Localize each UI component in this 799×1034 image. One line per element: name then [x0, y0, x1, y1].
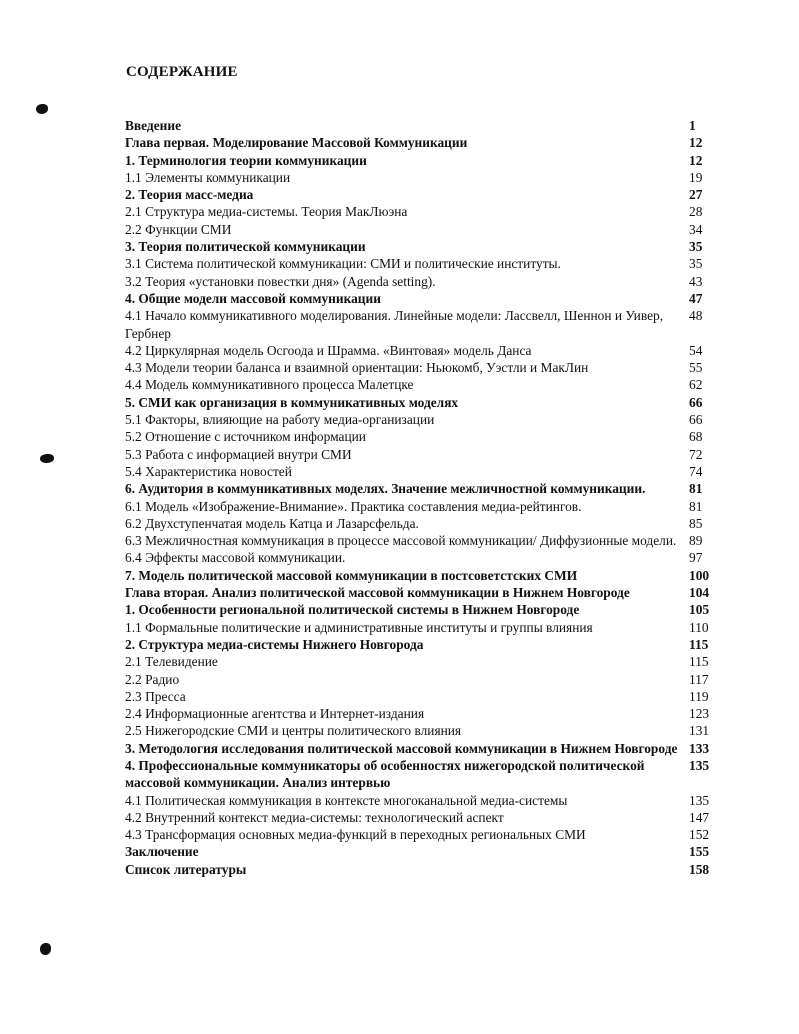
toc-entry-title: 4.2 Внутренний контекст медиа-системы: технологический аспект: [125, 809, 504, 825]
toc-entry-title: 3.1 Система политической коммуникации: СМИ и политические институты.: [125, 256, 561, 272]
toc-entry-page: 117: [689, 671, 709, 687]
toc-entry: [125, 307, 715, 342]
toc-entry: [125, 186, 715, 203]
toc-entry-page: 105: [689, 602, 710, 618]
toc-entry-title: Глава вторая. Анализ политической массовой коммуникации в Нижнем Новгороде: [125, 585, 630, 601]
toc-entry-title: Заключение: [125, 844, 199, 860]
toc-entry: [125, 601, 715, 618]
toc-entry-title: 4.3 Модели теории баланса и взаимной ориентации: Ньюкомб, Уэстли и МакЛин: [125, 360, 589, 376]
toc-entry-page: 158: [689, 861, 710, 877]
toc-entry-title: 4. Профессиональные коммуникаторы об особенностях нижегородской политической массовой коммуникации. Анализ интервью: [125, 757, 645, 791]
toc-entry: [125, 446, 715, 463]
toc-entry: [125, 255, 715, 272]
toc-entry: [125, 411, 715, 428]
toc-entry: [125, 705, 715, 722]
toc-entry-title: 4.1 Политическая коммуникация в контексте многоканальной медиа-системы: [125, 792, 568, 808]
toc-entry-title: 1. Терминология теории коммуникации: [125, 152, 367, 168]
toc-entry: [125, 584, 715, 601]
toc-entry-page: 28: [689, 204, 703, 220]
toc-entry-page: 131: [689, 723, 710, 739]
toc-entry-title: 5.4 Характеристика новостей: [125, 463, 292, 479]
toc-entry-title: 2.3 Пресса: [125, 688, 186, 704]
toc-entry-title: 3. Методология исследования политической массовой коммуникации в Нижнем Новгороде: [125, 740, 678, 756]
toc-entry: [125, 826, 715, 843]
toc-entry-page: 35: [689, 239, 703, 255]
toc-entry-title: 2.2 Функции СМИ: [125, 221, 232, 237]
page-title: СОДЕРЖАНИЕ: [126, 64, 238, 80]
scan-hole-mark-bottom: [40, 943, 51, 955]
toc-entry-title: 2. Структура медиа-системы Нижнего Новгорода: [125, 636, 424, 652]
toc-entry: [125, 636, 715, 653]
toc-entry: [125, 498, 715, 515]
toc-entry-page: 12: [689, 152, 703, 168]
toc-entry-title: 5.3 Работа с информацией внутри СМИ: [125, 446, 352, 462]
toc-entry: [125, 688, 715, 705]
toc-entry: [125, 532, 715, 549]
toc-entry-page: 104: [689, 585, 710, 601]
toc-entry: [125, 740, 715, 757]
toc-entry: [125, 619, 715, 636]
toc-entry-page: 27: [689, 187, 703, 203]
toc-entry: [125, 290, 715, 307]
toc-entry-title: 4.1 Начало коммуникативного моделирования. Линейные модели: Лассвелл, Шеннон и Уивер, Гербнер: [125, 308, 664, 341]
toc-entry: [125, 238, 715, 255]
toc-entry: [125, 342, 715, 359]
toc-entry-page: 135: [689, 757, 710, 773]
toc-entry: [125, 428, 715, 445]
toc-entry-title: Список литературы: [125, 861, 247, 877]
toc-entry-page: 66: [689, 412, 703, 428]
toc-entry-title: 5. СМИ как организация в коммуникативных моделях: [125, 394, 459, 410]
toc-entry-page: 35: [689, 256, 703, 272]
toc-entry: [125, 809, 715, 826]
toc-entry-title: 3.2 Теория «установки повестки дня» (Agenda setting).: [125, 273, 436, 289]
toc-entry: [125, 757, 715, 792]
toc-entry-page: 62: [689, 377, 703, 393]
toc-entry-title: Введение: [125, 118, 182, 133]
toc-entry-page: 85: [689, 515, 703, 531]
toc-entry-title: 6.4 Эффекты массовой коммуникации.: [125, 550, 346, 566]
toc-entry-page: 89: [689, 533, 703, 549]
table-of-contents: [125, 117, 715, 878]
toc-entry-page: 147: [689, 809, 710, 825]
toc-entry-page: 72: [689, 446, 703, 462]
toc-entry-page: 48: [689, 308, 703, 324]
toc-entry-page: 135: [689, 792, 710, 808]
toc-entry-page: 155: [689, 844, 710, 860]
toc-entry-title: 1.1 Элементы коммуникации: [125, 169, 291, 185]
toc-entry-page: 34: [689, 221, 703, 237]
toc-entry: [125, 722, 715, 739]
toc-entry-title: 6.2 Двухступенчатая модель Катца и Лазарсфельда.: [125, 515, 419, 531]
toc-entry-page: 81: [689, 498, 703, 514]
toc-entry: [125, 515, 715, 532]
toc-entry-page: 54: [689, 342, 703, 358]
toc-entry-title: 5.1 Факторы, влияющие на работу медиа-организации: [125, 412, 435, 428]
toc-entry: [125, 221, 715, 238]
scan-hole-mark-top: [36, 104, 48, 114]
toc-entry-page: 115: [689, 636, 709, 652]
toc-entry-title: 4. Общие модели массовой коммуникации: [125, 290, 381, 306]
toc-entry-page: 152: [689, 827, 710, 843]
toc-entry: [125, 169, 715, 186]
toc-entry-page: 19: [689, 169, 703, 185]
toc-entry: [125, 273, 715, 290]
toc-entry-title: 2.5 Нижегородские СМИ и центры политического влияния: [125, 723, 462, 739]
toc-entry: [125, 463, 715, 480]
toc-entry: [125, 376, 715, 393]
toc-entry-title: 1.1 Формальные политические и административные институты и группы влияния: [125, 619, 593, 635]
toc-entry: [125, 843, 715, 860]
toc-entry-page: 97: [689, 550, 703, 566]
toc-entry: [125, 792, 715, 809]
toc-entry-page: 12: [689, 135, 703, 151]
toc-entry-title: 2.2 Радио: [125, 671, 180, 687]
toc-entry-title: 7. Модель политической массовой коммуникации в постсоветстских СМИ: [125, 567, 578, 583]
toc-entry: [125, 203, 715, 220]
toc-entry-title: 4.3 Трансформация основных медиа-функций в переходных региональных СМИ: [125, 827, 586, 843]
toc-entry-title: 4.2 Циркулярная модель Осгоода и Шрамма. «Винтовая» модель Данса: [125, 342, 532, 358]
toc-entry-title: 6.3 Межличностная коммуникация в процессе массовой коммуникации/ Диффузионные модели.: [125, 533, 677, 549]
toc-entry-page: 115: [689, 654, 709, 670]
toc-entry-page: 133: [689, 740, 710, 756]
toc-entry-page: 47: [689, 290, 703, 306]
toc-entry: [125, 359, 715, 376]
toc-entry: [125, 653, 715, 670]
toc-entry-page: 81: [689, 481, 703, 497]
toc-entry-title: 6.1 Модель «Изображение-Внимание». Практика составления медиа-рейтингов.: [125, 498, 582, 514]
toc-entry-title: 6. Аудитория в коммуникативных моделях. Значение межличностной коммуникации.: [125, 481, 646, 497]
toc-entry-page: 74: [689, 463, 703, 479]
toc-entry-title: 3. Теория политической коммуникации: [125, 239, 366, 255]
toc-entry-page: 1: [689, 118, 696, 133]
toc-entry-page: 43: [689, 273, 703, 289]
toc-entry: [125, 480, 715, 497]
toc-entry-page: 123: [689, 706, 710, 722]
toc-entry: [125, 394, 715, 411]
toc-entry-title: 1. Особенности региональной политической системы в Нижнем Новгороде: [125, 602, 580, 618]
toc-entry-title: Глава первая. Моделирование Массовой Коммуникации: [125, 135, 468, 151]
toc-entry-page: 119: [689, 688, 709, 704]
toc-entry-title: 2.1 Структура медиа-системы. Теория МакЛюэна: [125, 204, 408, 220]
toc-entry-title: 5.2 Отношение с источником информации: [125, 429, 366, 445]
toc-entry: [125, 134, 715, 151]
toc-entry-title: 4.4 Модель коммуникативного процесса Малетцке: [125, 377, 414, 393]
toc-entry: [125, 671, 715, 688]
toc-entry-page: 68: [689, 429, 703, 445]
scan-hole-mark-middle: [40, 454, 54, 463]
toc-entry-page: 100: [689, 567, 710, 583]
toc-entry: [125, 152, 715, 169]
toc-entry: [125, 861, 715, 878]
toc-entry-page: 110: [689, 619, 709, 635]
toc-entry: [125, 117, 715, 134]
toc-entry-title: 2.4 Информационные агентства и Интернет-издания: [125, 706, 425, 722]
toc-entry-page: 55: [689, 360, 703, 376]
toc-entry: [125, 549, 715, 566]
toc-entry-title: 2. Теория масс-медиа: [125, 187, 254, 203]
toc-entry: [125, 567, 715, 584]
toc-entry-page: 66: [689, 394, 703, 410]
toc-entry-title: 2.1 Телевидение: [125, 654, 218, 670]
